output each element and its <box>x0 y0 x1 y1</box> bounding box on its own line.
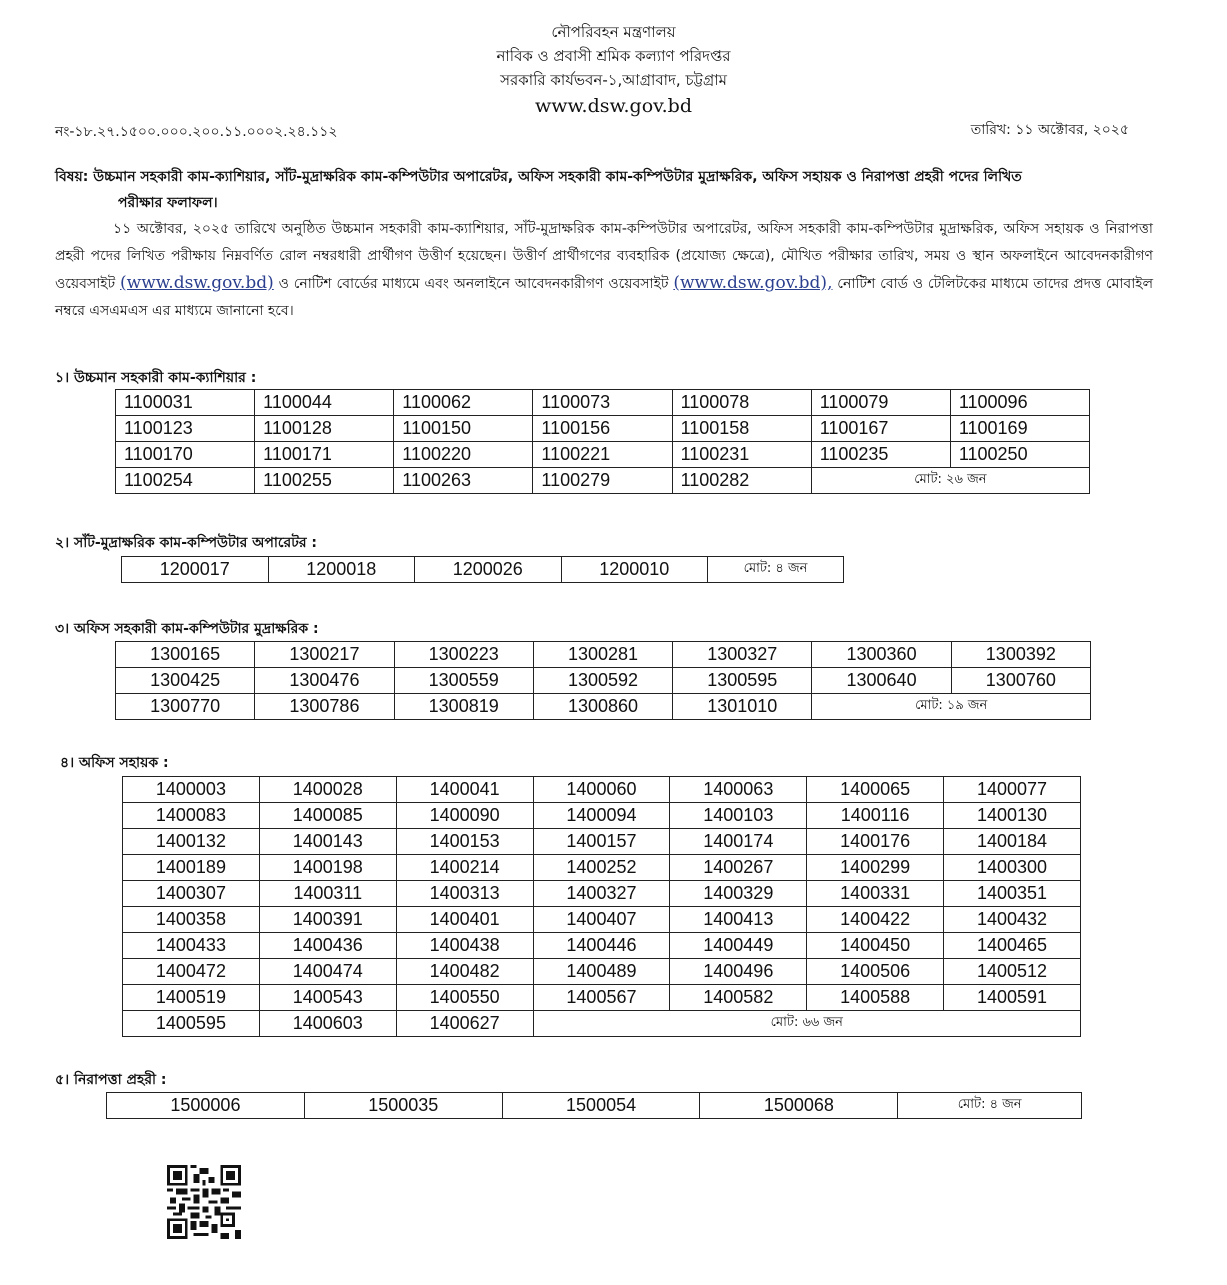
table-row <box>116 668 1091 694</box>
notice-body <box>55 216 1153 325</box>
roll-number-cell: 1300327 <box>673 642 812 668</box>
roll-number-cell: 1400077 <box>944 777 1081 803</box>
roll-number-cell: 1400506 <box>807 959 944 985</box>
roll-number-cell: 1500006 <box>107 1093 305 1119</box>
total-count-cell: মোট: ৬৬ জন <box>533 1011 1080 1037</box>
total-count-cell: মোট: ৪ জন <box>898 1093 1082 1119</box>
roll-number-cell: 1100254 <box>116 468 255 494</box>
table-row <box>123 1011 1081 1037</box>
roll-number-cell: 1400438 <box>396 933 533 959</box>
roll-number-cell: 1100128 <box>255 416 394 442</box>
total-count-cell: মোট: ৪ জন <box>708 557 844 583</box>
roll-number-cell: 1300640 <box>812 668 951 694</box>
roll-number-cell: 1400591 <box>944 985 1081 1011</box>
subject-line-1: বিষয়: উচ্চমান সহকারী কাম-ক্যাশিয়ার, সাঁট-মুদ্রাক্ষরিক কাম-কম্পিউটার অপারেটর, অফিস সহকারী কাম-কম্পিউটার মুদ্রাক্ষরিক, অফিস সহায়ক ও নিরাপত্তা প্রহরী পদের লিখিত <box>55 169 1022 185</box>
table-row <box>116 442 1090 468</box>
roll-number-cell: 1300559 <box>394 668 533 694</box>
roll-number-cell: 1100150 <box>394 416 533 442</box>
office-address: সরকারি কার্যভবন-১,আগ্রাবাদ, চট্টগ্রাম <box>500 71 727 89</box>
roll-number-cell: 1100221 <box>533 442 672 468</box>
roll-number-cell: 1400267 <box>670 855 807 881</box>
roll-number-cell: 1400603 <box>259 1011 396 1037</box>
roll-number-cell: 1400116 <box>807 803 944 829</box>
roll-number-cell: 1400307 <box>123 881 260 907</box>
qr-code-icon <box>163 1165 245 1239</box>
memo-number: নং-১৮.২৭.১৫০০.০০০.২০০.১১.০০০২.২৪.১১২ <box>55 124 338 140</box>
roll-number-cell: 1400174 <box>670 829 807 855</box>
table-row <box>123 907 1081 933</box>
roll-number-cell: 1100158 <box>672 416 811 442</box>
roll-number-cell: 1100171 <box>255 442 394 468</box>
roll-number-cell: 1100231 <box>672 442 811 468</box>
roll-number-cell: 1400407 <box>533 907 670 933</box>
roll-number-cell: 1100250 <box>950 442 1089 468</box>
roll-number-cell: 1300281 <box>533 642 672 668</box>
roll-number-cell: 1400130 <box>944 803 1081 829</box>
roll-number-cell: 1300425 <box>116 668 255 694</box>
table-row <box>122 557 844 583</box>
roll-number-cell: 1400391 <box>259 907 396 933</box>
roll-number-cell: 1400450 <box>807 933 944 959</box>
roll-number-cell: 1400189 <box>123 855 260 881</box>
roll-number-cell: 1400060 <box>533 777 670 803</box>
roll-number-cell: 1100078 <box>672 390 811 416</box>
roll-number-cell: 1400300 <box>944 855 1081 881</box>
subject-line-2: পরীক্ষার ফলাফল। <box>118 195 218 211</box>
roll-number-cell: 1400465 <box>944 933 1081 959</box>
roll-number-cell: 1100044 <box>255 390 394 416</box>
roll-number-cell: 1400567 <box>533 985 670 1011</box>
roll-number-cell: 1400627 <box>396 1011 533 1037</box>
roll-number-cell: 1100282 <box>672 468 811 494</box>
roll-number-cell: 1300360 <box>812 642 951 668</box>
roll-number-cell: 1400090 <box>396 803 533 829</box>
roll-number-cell: 1400184 <box>944 829 1081 855</box>
roll-number-cell: 1400413 <box>670 907 807 933</box>
table-row <box>116 694 1091 720</box>
roll-number-cell: 1400132 <box>123 829 260 855</box>
roll-number-cell: 1400198 <box>259 855 396 881</box>
roll-number-cell: 1400083 <box>123 803 260 829</box>
table-row <box>123 959 1081 985</box>
roll-number-cell: 1400550 <box>396 985 533 1011</box>
roll-number-cell: 1400543 <box>259 985 396 1011</box>
roll-number-cell: 1400313 <box>396 881 533 907</box>
roll-number-cell: 1300860 <box>533 694 672 720</box>
table-row <box>123 933 1081 959</box>
body-text-2: ও নোটিশ বোর্ডের মাধ্যমে এবং অনলাইনে আবেদনকারীগণ ওয়েবসাইট <box>273 276 674 292</box>
roll-number-cell: 1400331 <box>807 881 944 907</box>
table-row <box>116 390 1090 416</box>
roll-number-cell: 1300819 <box>394 694 533 720</box>
roll-number-cell: 1400582 <box>670 985 807 1011</box>
roll-number-cell: 1100167 <box>811 416 950 442</box>
section-3-title: ৩। অফিস সহকারী কাম-কম্পিউটার মুদ্রাক্ষরিক : <box>55 621 319 637</box>
issue-date: তারিখ: ১১ অক্টোবর, ২০২৫ <box>970 122 1129 138</box>
section-3-table <box>115 641 1091 720</box>
roll-number-cell: 1400432 <box>944 907 1081 933</box>
roll-number-cell: 1400512 <box>944 959 1081 985</box>
table-row <box>123 881 1081 907</box>
roll-number-cell: 1400103 <box>670 803 807 829</box>
roll-number-cell: 1400143 <box>259 829 396 855</box>
roll-number-cell: 1300223 <box>394 642 533 668</box>
section-1-table <box>115 389 1090 494</box>
roll-number-cell: 1100279 <box>533 468 672 494</box>
roll-number-cell: 1400157 <box>533 829 670 855</box>
letterhead <box>0 20 1227 118</box>
roll-number-cell: 1400474 <box>259 959 396 985</box>
body-text-1: ১১ অক্টোবর, ২০২৫ তারিখে অনুষ্ঠিত উচ্চমান সহকারী কাম-ক্যাশিয়ার, সাঁট-মুদ্রাক্ষরিক কাম-কম্পিউটার অপারেটর, অফিস সহকারী কাম-কম্পিউটার মুদ্রাক্ষরিক, অফিস সহায়ক ও নিরাপত্তা প্রহরী পদের লিখিত পরীক্ষায় নিম্নবর্ণিত রোল নম্বরধারী প্রার্থীগণ উত্তীর্ণ হয়েছেন। উত্তীর্ণ প্রার্থীগণের ব্যবহারিক (প্রযোজ্য ক্ষেত্রে), মৌখিত পরীক্ষার তারিখ, সময় ও স্থান অফলাইনে আবেদনকারীগণ ওয়েবসাইট <box>55 221 1153 292</box>
roll-number-cell: 1300760 <box>951 668 1090 694</box>
roll-number-cell: 1400065 <box>807 777 944 803</box>
roll-number-cell: 1400252 <box>533 855 670 881</box>
roll-number-cell: 1400351 <box>944 881 1081 907</box>
roll-number-cell: 1400482 <box>396 959 533 985</box>
roll-number-cell: 1500035 <box>304 1093 502 1119</box>
table-row <box>123 829 1081 855</box>
roll-number-cell: 1100062 <box>394 390 533 416</box>
roll-number-cell: 1400299 <box>807 855 944 881</box>
roll-number-cell: 1300786 <box>255 694 394 720</box>
table-row <box>107 1093 1082 1119</box>
roll-number-cell: 1400519 <box>123 985 260 1011</box>
roll-number-cell: 1300770 <box>116 694 255 720</box>
section-4-table <box>122 776 1081 1037</box>
table-row <box>123 985 1081 1011</box>
roll-number-cell: 1300392 <box>951 642 1090 668</box>
table-row <box>116 642 1091 668</box>
roll-number-cell: 1100079 <box>811 390 950 416</box>
roll-number-cell: 1400153 <box>396 829 533 855</box>
table-row <box>116 468 1090 494</box>
section-5-table <box>106 1092 1082 1119</box>
website-link-1[interactable]: (www.dsw.gov.bd) <box>120 273 274 293</box>
roll-number-cell: 1400436 <box>259 933 396 959</box>
roll-number-cell: 1400422 <box>807 907 944 933</box>
roll-number-cell: 1400327 <box>533 881 670 907</box>
ministry-name: নৌপরিবহন মন্ত্রণালয় <box>551 23 676 41</box>
section-1-title: ১। উচ্চমান সহকারী কাম-ক্যাশিয়ার : <box>55 370 257 386</box>
table-row <box>123 855 1081 881</box>
roll-number-cell: 1100220 <box>394 442 533 468</box>
roll-number-cell: 1300217 <box>255 642 394 668</box>
section-5-title: ৫। নিরাপত্তা প্রহরী : <box>55 1072 167 1088</box>
roll-number-cell: 1300165 <box>116 642 255 668</box>
roll-number-cell: 1301010 <box>673 694 812 720</box>
roll-number-cell: 1400433 <box>123 933 260 959</box>
table-row <box>123 777 1081 803</box>
roll-number-cell: 1400401 <box>396 907 533 933</box>
roll-number-cell: 1300595 <box>673 668 812 694</box>
roll-number-cell: 1400085 <box>259 803 396 829</box>
roll-number-cell: 1100096 <box>950 390 1089 416</box>
roll-number-cell: 1400588 <box>807 985 944 1011</box>
roll-number-cell: 1400214 <box>396 855 533 881</box>
roll-number-cell: 1300592 <box>533 668 672 694</box>
department-name: নাবিক ও প্রবাসী শ্রমিক কল্যাণ পরিদপ্তর <box>496 47 731 65</box>
roll-number-cell: 1300476 <box>255 668 394 694</box>
section-4-title: ৪। অফিস সহায়ক : <box>60 755 169 771</box>
roll-number-cell: 1400449 <box>670 933 807 959</box>
roll-number-cell: 1400003 <box>123 777 260 803</box>
roll-number-cell: 1100031 <box>116 390 255 416</box>
website-link[interactable]: www.dsw.gov.bd <box>535 95 692 117</box>
section-2-title: ২। সাঁট-মুদ্রাক্ষরিক কাম-কম্পিউটার অপারেটর : <box>55 535 318 551</box>
table-row <box>116 416 1090 442</box>
roll-number-cell: 1400094 <box>533 803 670 829</box>
total-count-cell: মোট: ২৬ জন <box>811 468 1089 494</box>
roll-number-cell: 1200026 <box>415 557 562 583</box>
section-2-table <box>121 556 844 583</box>
roll-number-cell: 1100170 <box>116 442 255 468</box>
roll-number-cell: 1100235 <box>811 442 950 468</box>
roll-number-cell: 1100073 <box>533 390 672 416</box>
roll-number-cell: 1400329 <box>670 881 807 907</box>
body-text-3: নোটিশ বোর্ড ও টেলিটকের মাধ্যমে তাদের প্রদত্ত মোবাইল নম্বরে এসএমএস এর মাধ্যমে জানানো হবে। <box>55 276 1154 319</box>
roll-number-cell: 1200018 <box>268 557 415 583</box>
roll-number-cell: 1500054 <box>502 1093 700 1119</box>
website-link-2[interactable]: (www.dsw.gov.bd), <box>673 273 833 293</box>
roll-number-cell: 1400496 <box>670 959 807 985</box>
roll-number-cell: 1400358 <box>123 907 260 933</box>
table-row <box>123 803 1081 829</box>
roll-number-cell: 1500068 <box>700 1093 898 1119</box>
roll-number-cell: 1400028 <box>259 777 396 803</box>
roll-number-cell: 1400595 <box>123 1011 260 1037</box>
subject <box>55 164 1155 216</box>
total-count-cell: মোট: ১৯ জন <box>812 694 1091 720</box>
roll-number-cell: 1400446 <box>533 933 670 959</box>
roll-number-cell: 1400311 <box>259 881 396 907</box>
roll-number-cell: 1400489 <box>533 959 670 985</box>
roll-number-cell: 1400041 <box>396 777 533 803</box>
roll-number-cell: 1100156 <box>533 416 672 442</box>
roll-number-cell: 1200010 <box>561 557 708 583</box>
roll-number-cell: 1400472 <box>123 959 260 985</box>
roll-number-cell: 1100263 <box>394 468 533 494</box>
roll-number-cell: 1400063 <box>670 777 807 803</box>
roll-number-cell: 1100169 <box>950 416 1089 442</box>
roll-number-cell: 1100255 <box>255 468 394 494</box>
roll-number-cell: 1200017 <box>122 557 269 583</box>
roll-number-cell: 1100123 <box>116 416 255 442</box>
roll-number-cell: 1400176 <box>807 829 944 855</box>
